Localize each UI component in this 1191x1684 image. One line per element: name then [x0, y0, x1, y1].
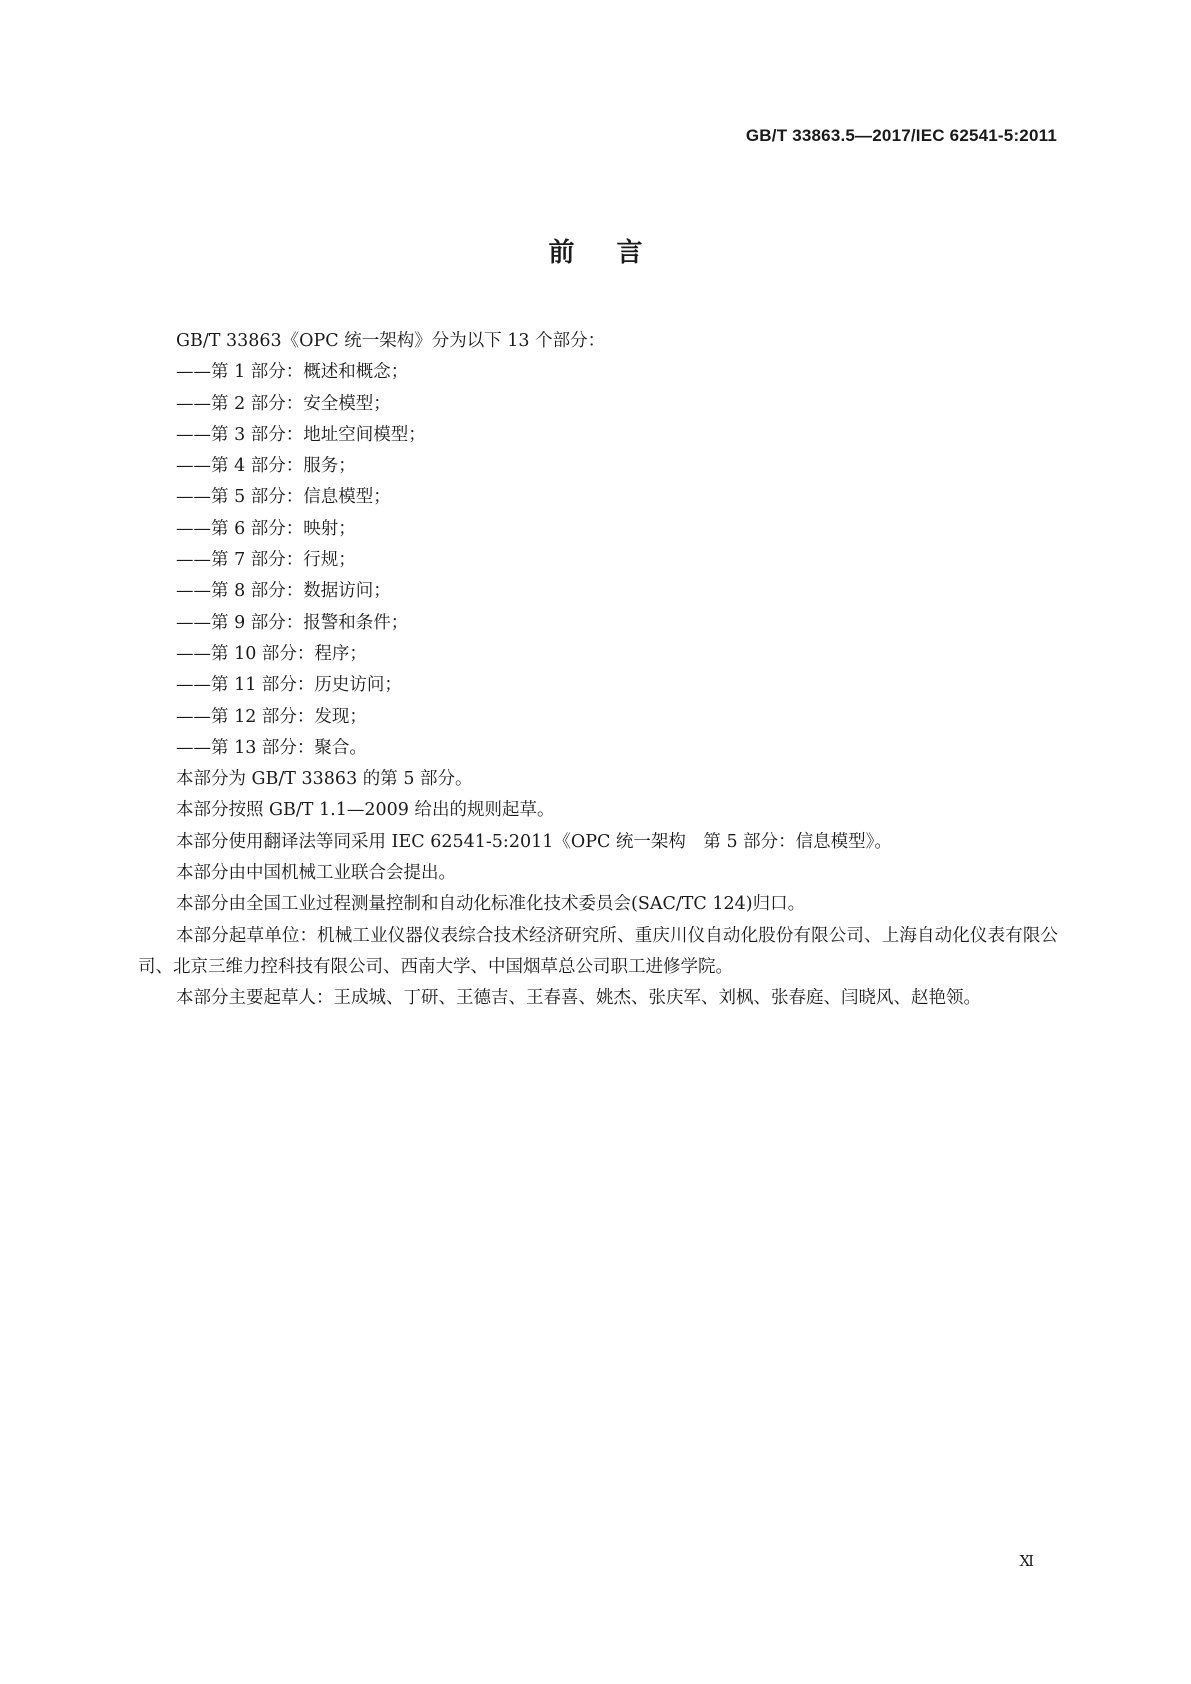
drafters-paragraph: 本部分主要起草人：王成城、丁研、王德吉、王春喜、姚杰、张庆军、刘枫、张春庭、闫晓风、赵艳领。: [176, 988, 981, 1009]
page-number: Ⅺ: [1019, 1552, 1033, 1570]
list-item: ——第 12 部分：发现；: [176, 706, 367, 727]
list-item: ——第 7 部分：行规；: [176, 550, 356, 571]
proposer-paragraph: 本部分由中国机械工业联合会提出。: [176, 863, 456, 884]
drafting-units-paragraph: 本部分起草单位：机械工业仪器仪表综合技术经济研究所、重庆川仪自动化股份有限公司、上海自动化仪表有限公司、北京三维力控科技有限公司、西南大学、中国烟草总公司职工进修学院。: [138, 925, 1058, 977]
list-item: ——第 3 部分：地址空间模型；: [176, 424, 426, 445]
list-item: ——第 8 部分：数据访问；: [176, 581, 391, 602]
standard-code-header: GB/T 33863.5—2017/IEC 62541-5:2011: [745, 126, 1057, 145]
list-item: ——第 10 部分：程序；: [176, 643, 367, 664]
list-item: ——第 11 部分：历史访问；: [176, 675, 402, 696]
list-item: ——第 2 部分：安全模型；: [176, 393, 391, 414]
list-item: ——第 5 部分：信息模型；: [176, 487, 391, 508]
list-item: ——第 13 部分：聚合。: [176, 737, 367, 758]
list-item: ——第 9 部分：报警和条件；: [176, 612, 409, 633]
page-title: 前言: [548, 238, 685, 268]
part-designation-paragraph: 本部分为 GB/T 33863 的第 5 部分。: [176, 769, 473, 790]
list-item: ——第 4 部分：服务；: [176, 456, 356, 477]
list-item: ——第 6 部分：映射；: [176, 518, 356, 539]
adoption-paragraph: 本部分使用翻译法等同采用 IEC 62541-5:2011《OPC 统一架构 第 5 部分：信息模型》。: [176, 831, 892, 852]
drafting-rules-paragraph: 本部分按照 GB/T 1.1—2009 给出的规则起草。: [176, 800, 555, 821]
parts-list: [138, 357, 1058, 764]
document-body: [138, 326, 1058, 1015]
administration-paragraph: 本部分由全国工业过程测量控制和自动化标准化技术委员会(SAC/TC 124)归口。: [176, 894, 806, 915]
intro-paragraph: GB/T 33863《OPC 统一架构》分为以下 13 个部分：: [176, 331, 606, 351]
list-item: ——第 1 部分：概述和概念；: [176, 362, 409, 383]
